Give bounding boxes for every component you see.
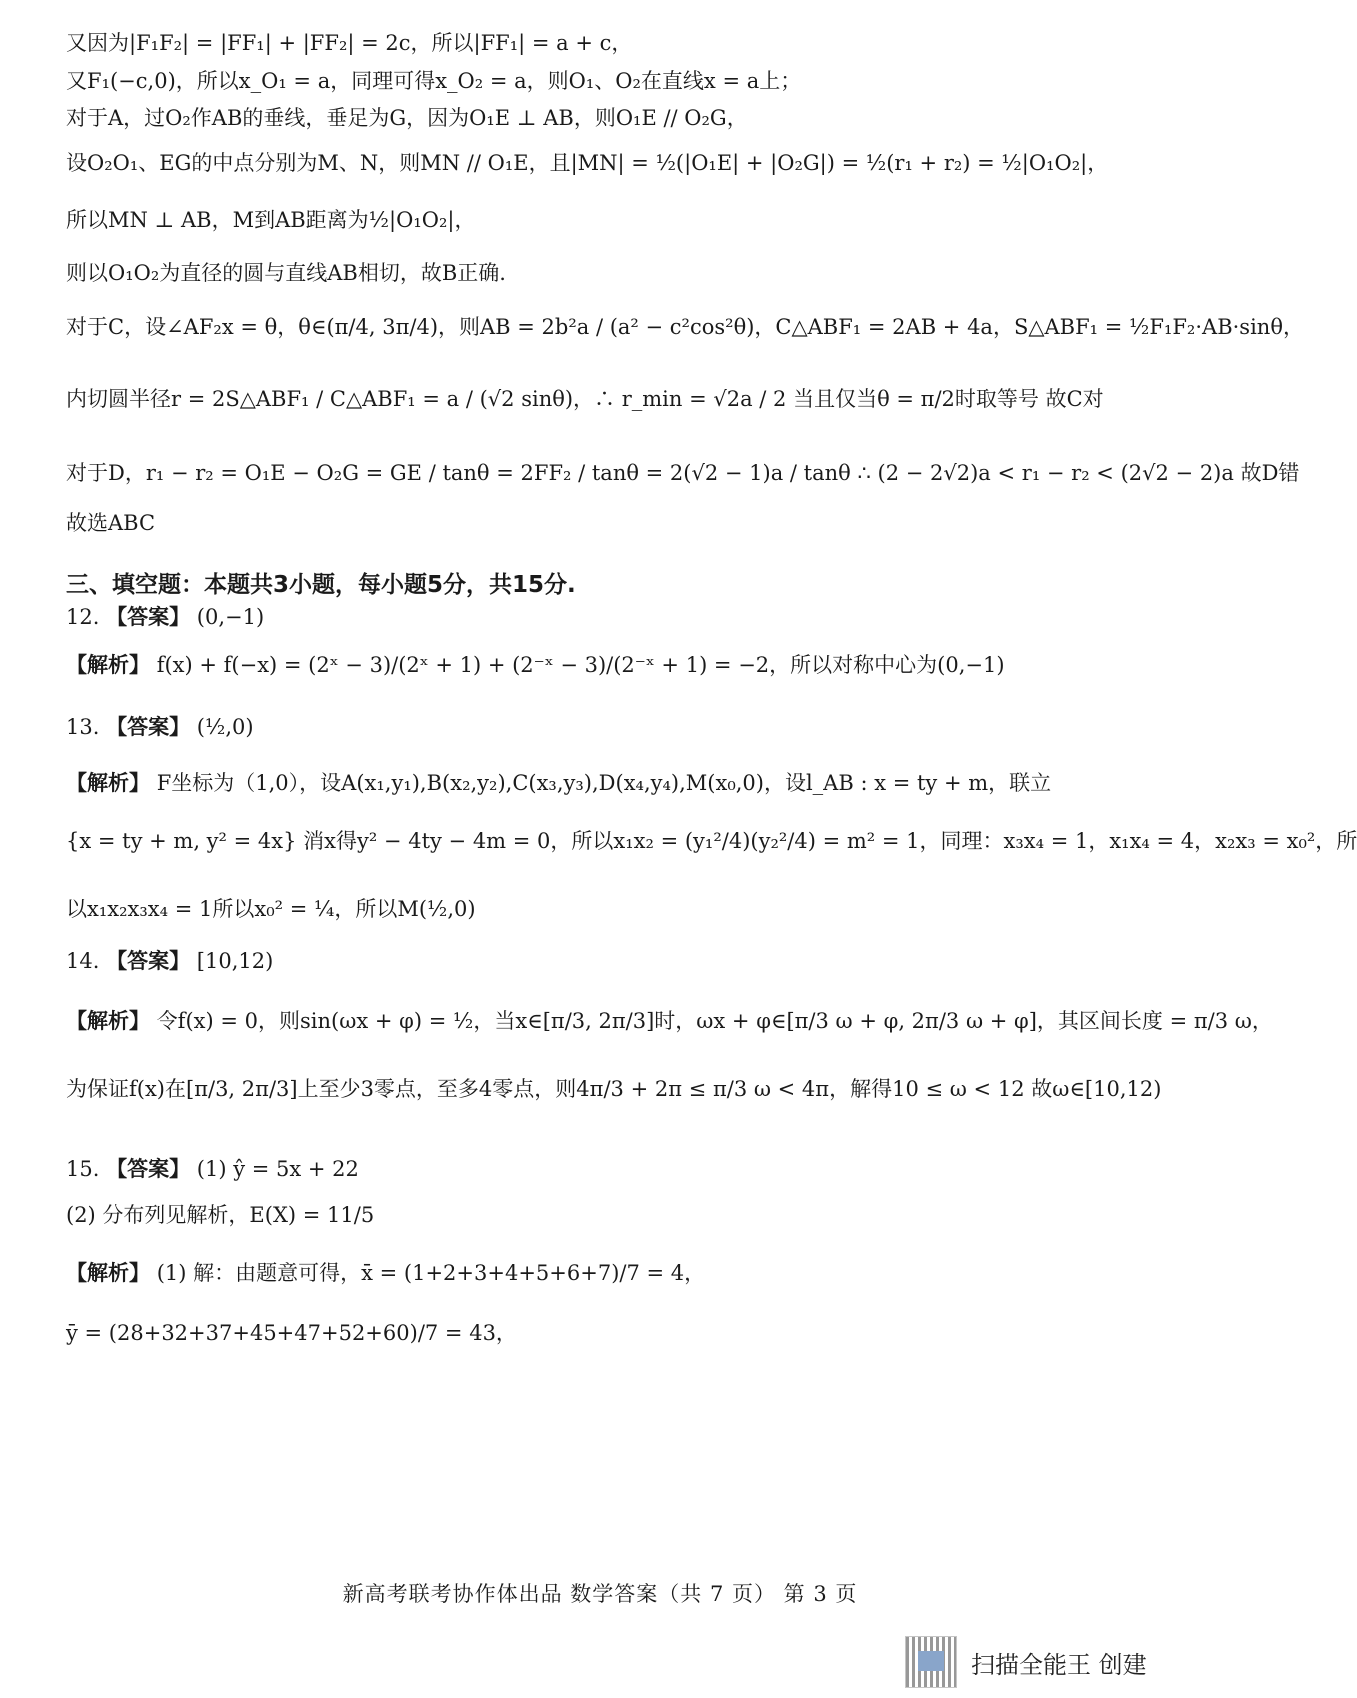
watermark-text: 扫描全能王 创建 (971, 1650, 1147, 1679)
q15-number: 15. (66, 1157, 100, 1181)
q15-answer-line-2: (2) 分布列见解析，E(X) = 11/5 (66, 1203, 375, 1227)
q13-analysis-line-2: {x = ty + m, y² = 4x} 消x得y² − 4ty − 4m = 0，所以x₁x₂ = (y₁²/4)(y₂²/4) = m² = 1，同理：x₃x₄ = 1，x₁x₄ = 4，x₂x₃ = x₀²，所 (66, 829, 1357, 853)
text-line-10: 故选ABC (66, 511, 156, 535)
q14-analysis-tag: 【解析】 (66, 1009, 150, 1033)
text-line-8: 内切圆半径r = 2S△ABF₁ / C△ABF₁ = a / (√2 sinθ)，∴ r_min = √2a / 2 当且仅当θ = π/2时取等号 故C对 (66, 387, 1104, 411)
q12-answer-line (66, 602, 1130, 632)
q14-analysis-1: 令f(x) = 0，则sin(ωx + φ) = ½，当x∈[π/3, 2π/3]时，ωx + φ∈[π/3 ω + φ, 2π/3 ω + φ]，其区间长度 = π/3 ω， (156, 1009, 1273, 1033)
text-line-2: 又F₁(−c,0)，所以x_O₁ = a，同理可得x_O₂ = a，则O₁、O₂在直线x = a上； (66, 69, 802, 93)
q13-answer-line (66, 712, 1130, 742)
q13-answer-tag: 【答案】 (106, 715, 191, 739)
q12-answer-tag: 【答案】 (106, 605, 191, 629)
q14-analysis-line-1 (66, 1006, 1273, 1036)
text-line-4: 设O₂O₁、EG的中点分别为M、N，则MN // O₁E，且|MN| = ½(|O₁E| + |O₂G|) = ½(r₁ + r₂) = ½|O₁O₂|， (66, 151, 1109, 175)
q15-analysis-1: (1) 解：由题意可得，x̄ = (1+2+3+4+5+6+7)/7 = 4， (156, 1261, 706, 1285)
q13-analysis-line-3: 以x₁x₂x₃x₄ = 1所以x₀² = ¼，所以M(½,0) (66, 897, 476, 921)
q12-analysis-line (66, 650, 1130, 680)
q14-number: 14. (66, 949, 100, 973)
q13-number: 13. (66, 715, 100, 739)
text-line-1: 又因为|F₁F₂| = |FF₁| + |FF₂| = 2c，所以|FF₁| = a + c， (66, 31, 633, 55)
q14-answer-tag: 【答案】 (106, 949, 191, 973)
q13-answer: (½,0) (196, 715, 254, 739)
q15-answer-1: (1) ŷ = 5x + 22 (196, 1157, 359, 1181)
q15-answer-line-1 (66, 1154, 1130, 1184)
scanner-watermark (905, 1637, 1175, 1687)
text-line-5: 所以MN ⊥ AB，M到AB距离为½|O₁O₂|， (66, 208, 476, 232)
q12-analysis-tag: 【解析】 (66, 653, 150, 677)
q15-analysis-line-2: ȳ = (28+32+37+45+47+52+60)/7 = 43， (66, 1321, 517, 1345)
q14-analysis-line-2: 为保证f(x)在[π/3, 2π/3]上至少3零点，至多4零点，则4π/3 + 2π ≤ π/3 ω < 4π，解得10 ≤ ω < 12 故ω∈[10,12) (66, 1077, 1162, 1101)
q12-number: 12. (66, 605, 100, 629)
text-line-9: 对于D，r₁ − r₂ = O₁E − O₂G = GE / tanθ = 2FF₂ / tanθ = 2(√2 − 1)a / tanθ ∴ (2 − 2√2)a < r₁ − r₂ < (2√2 − 2)a 故D错 (66, 461, 1300, 485)
text-line-3: 对于A，过O₂作AB的垂线，垂足为G，因为O₁E ⊥ AB，则O₁E // O₂G， (66, 106, 748, 130)
q13-analysis-tag: 【解析】 (66, 771, 150, 795)
q15-answer-tag: 【答案】 (106, 1157, 191, 1181)
text-line-6: 则以O₁O₂为直径的圆与直线AB相切，故B正确. (66, 261, 506, 285)
q13-analysis-line-1 (66, 768, 1130, 798)
q12-answer: (0,−1) (196, 605, 265, 629)
q13-analysis-1: F坐标为（1,0），设A(x₁,y₁),B(x₂,y₂),C(x₃,y₃),D(x₄,y₄),M(x₀,0)，设l_AB : x = ty + m，联立 (156, 771, 1052, 795)
q14-answer-line (66, 946, 1130, 976)
q15-analysis-tag: 【解析】 (66, 1261, 150, 1285)
page-footer: 新高考联考协作体出品 数学答案（共 7 页） 第 3 页 (342, 1582, 858, 1606)
qr-code-icon (905, 1636, 957, 1688)
q15-analysis-line-1 (66, 1258, 1130, 1288)
section-title: 三、填空题：本题共3小题，每小题5分，共15分. (66, 572, 576, 598)
q12-analysis: f(x) + f(−x) = (2ˣ − 3)/(2ˣ + 1) + (2⁻ˣ − 3)/(2⁻ˣ + 1) = −2，所以对称中心为(0,−1) (156, 653, 1005, 677)
text-line-7: 对于C，设∠AF₂x = θ，θ∈(π/4, 3π/4)，则AB = 2b²a / (a² − c²cos²θ)，C△ABF₁ = 2AB + 4a，S△ABF₁ = ½F₁F₂·AB·sinθ， (66, 315, 1304, 339)
q14-answer: [10,12) (196, 949, 274, 973)
